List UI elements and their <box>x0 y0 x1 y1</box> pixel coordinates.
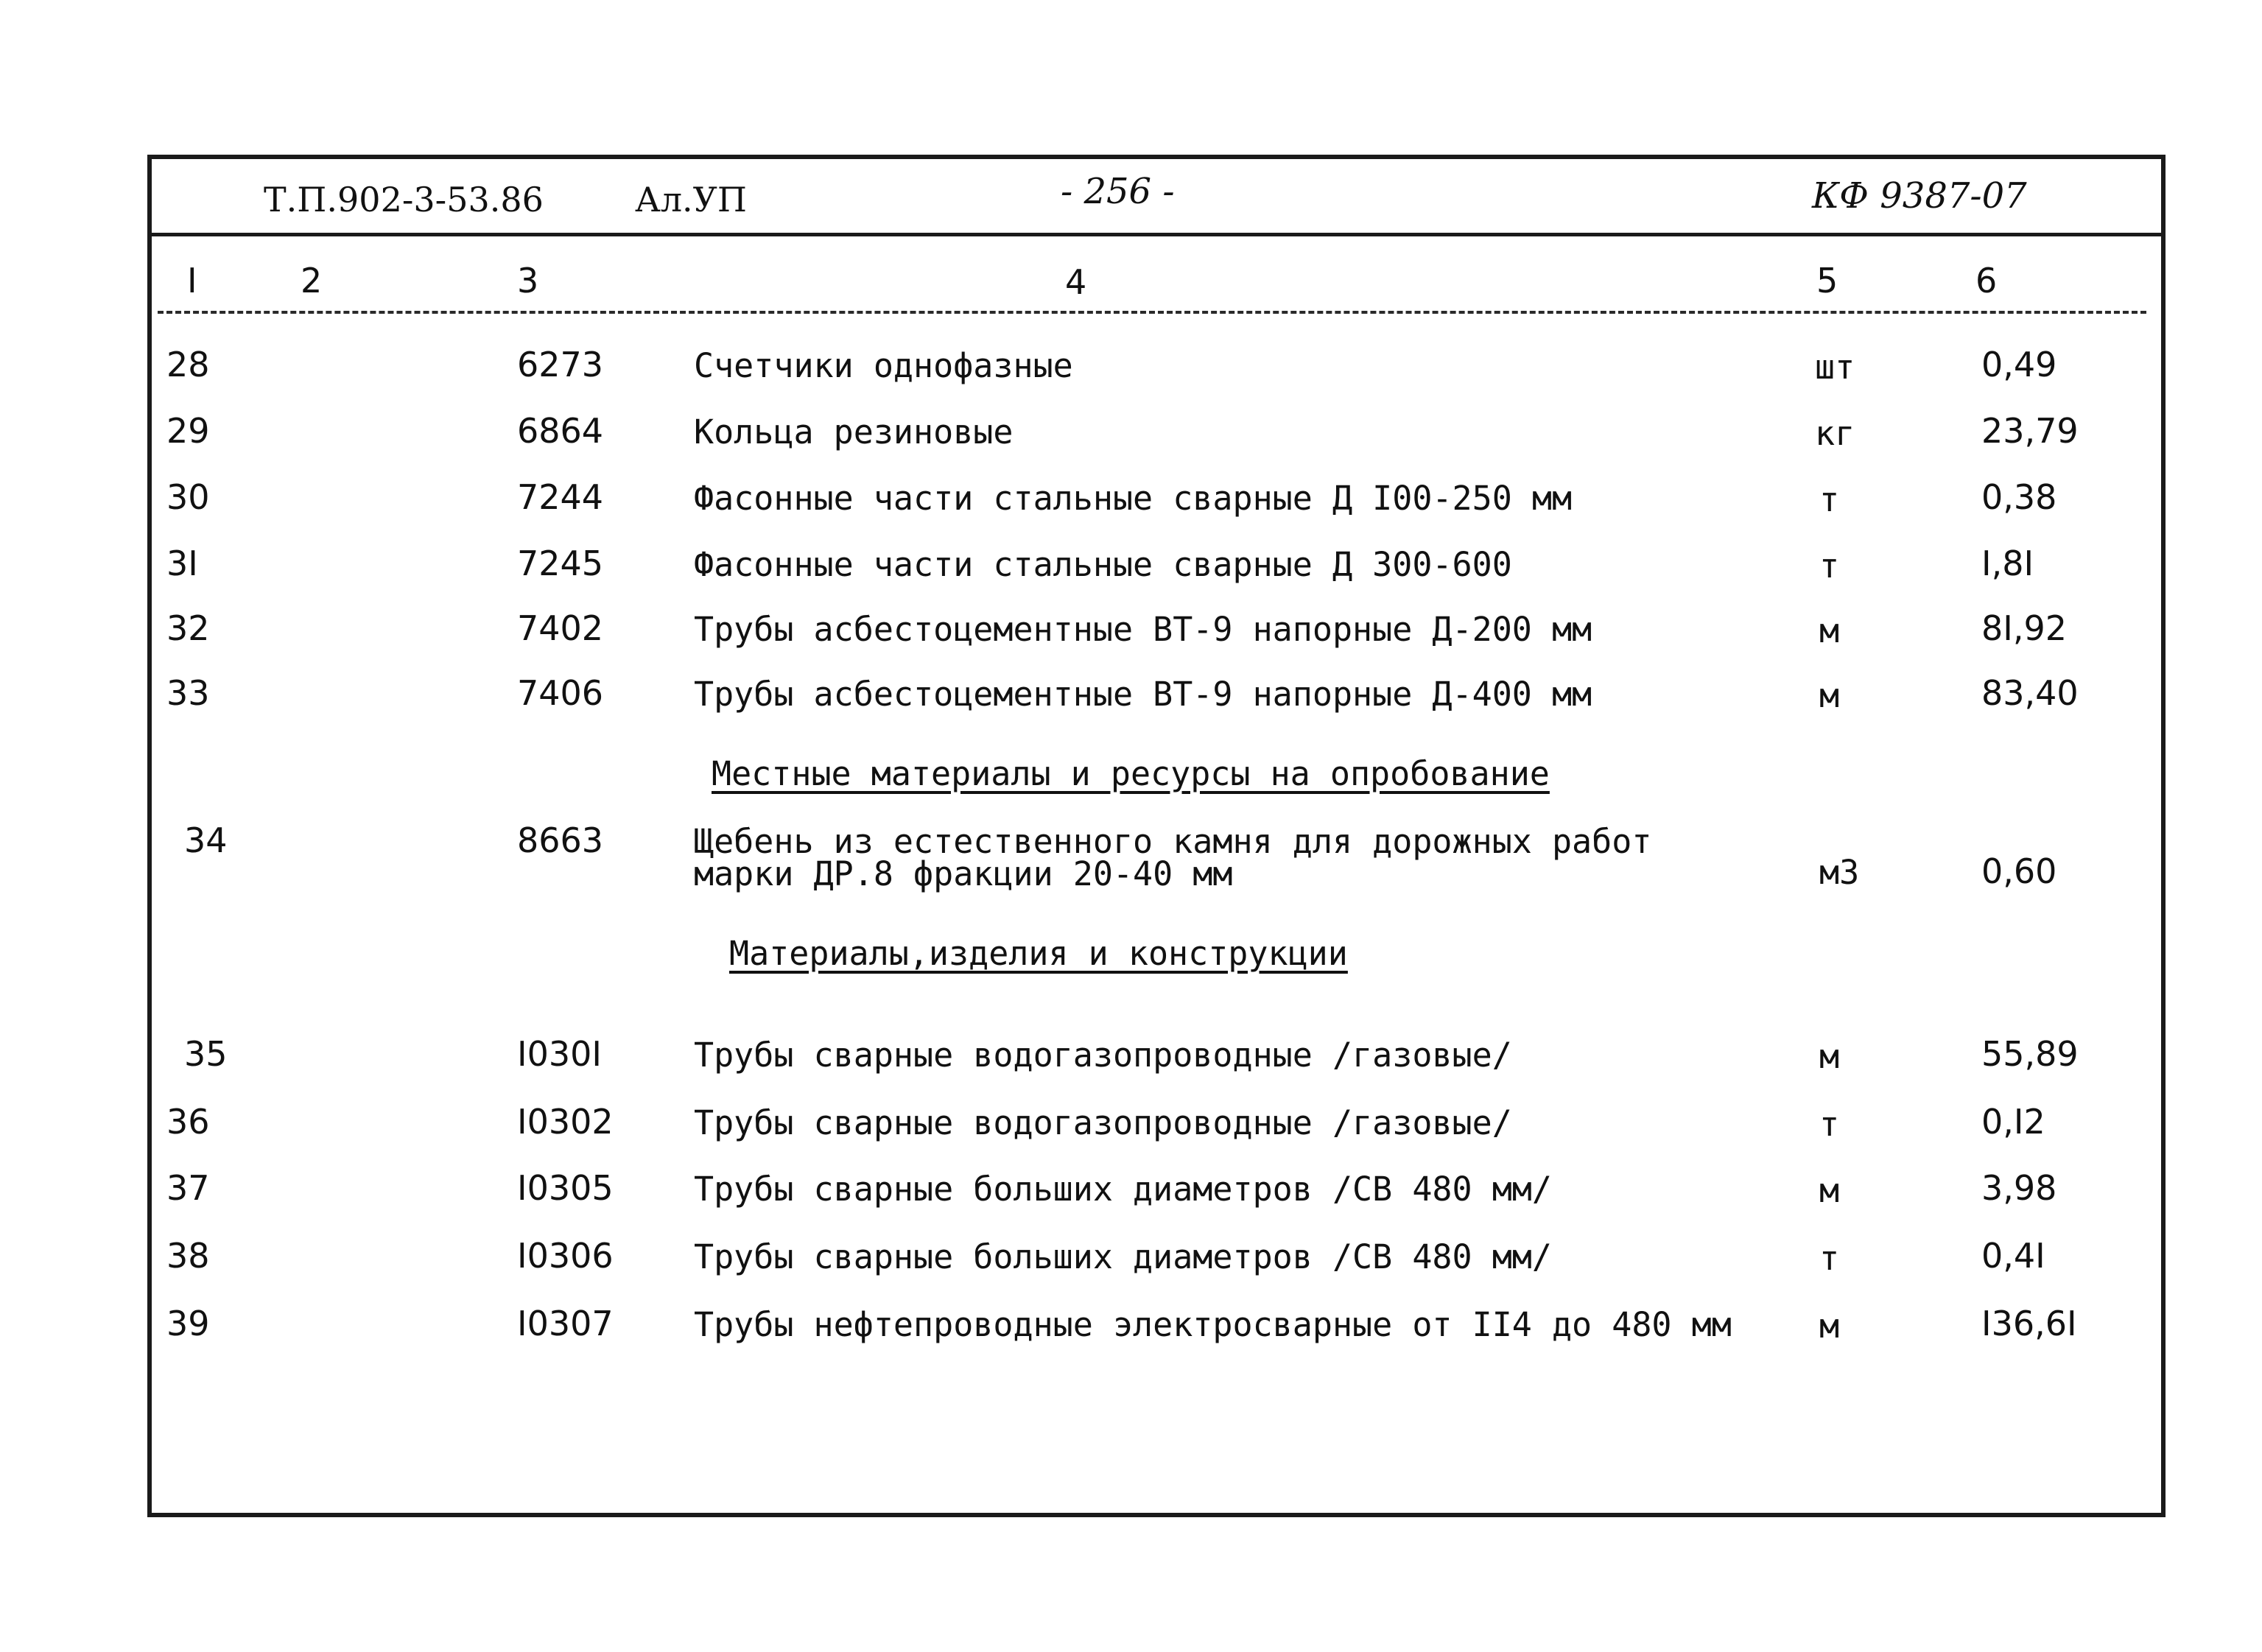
row-number: 3I <box>166 544 198 583</box>
column-number-1: I <box>187 261 197 300</box>
unit: м <box>1819 611 1840 650</box>
quantity: 0,4I <box>1981 1236 2045 1276</box>
column-number-6: 6 <box>1975 261 1998 300</box>
resource-code: 7244 <box>517 477 604 517</box>
quantity: 0,49 <box>1981 345 2057 384</box>
quantity: 55,89 <box>1981 1034 2079 1074</box>
unit: шт <box>1815 348 1855 387</box>
row-number: 28 <box>166 345 210 384</box>
resource-code: 6273 <box>517 345 604 384</box>
quantity: 8I,92 <box>1981 608 2067 648</box>
quantity: 3,98 <box>1981 1168 2057 1208</box>
unit: м <box>1819 676 1840 715</box>
document-code: КФ 9387-07 <box>1812 175 2027 217</box>
quantity: 0,60 <box>1981 851 2057 891</box>
row-number: 33 <box>166 673 210 713</box>
resource-name: Трубы асбестоцементные ВТ-9 напорные Д-200 мм <box>694 610 1592 649</box>
resource-code: I0306 <box>517 1236 614 1276</box>
header-divider <box>147 233 2166 236</box>
resource-code: I0302 <box>517 1102 614 1142</box>
unit: м <box>1819 1171 1840 1210</box>
row-number: 34 <box>184 820 228 860</box>
resource-code: 7406 <box>517 673 604 713</box>
unit: м <box>1819 1307 1840 1346</box>
resource-name: Фасонные части стальные сварные Д 300-600 <box>694 545 1512 584</box>
row-number: 29 <box>166 411 210 451</box>
album-label: Ал.УП <box>635 180 748 219</box>
unit: м3 <box>1819 853 1860 892</box>
unit: т <box>1819 1105 1840 1144</box>
resource-code: I0305 <box>517 1168 614 1208</box>
row-number: 36 <box>166 1102 210 1142</box>
section-title-materials-products: Материалы,изделия и конструкции <box>729 934 1348 973</box>
quantity: 0,38 <box>1981 477 2057 517</box>
resource-name: Кольца резиновые <box>694 412 1014 451</box>
column-number-3: 3 <box>517 261 539 300</box>
column-number-5: 5 <box>1816 261 1838 300</box>
row-number: 39 <box>166 1304 210 1343</box>
resource-name: Счетчики однофазные <box>694 346 1073 385</box>
resource-name: Трубы нефтепроводные электросварные от II4 до 480 мм <box>694 1305 1732 1344</box>
resource-name: Трубы сварные водогазопроводные /газовые/ <box>694 1103 1512 1142</box>
unit: т <box>1819 1239 1840 1278</box>
resource-name: Трубы сварные больших диаметров /СВ 480 мм/ <box>694 1170 1552 1209</box>
row-number: 32 <box>166 608 210 648</box>
quantity: I36,6I <box>1981 1304 2077 1343</box>
column-number-2: 2 <box>301 261 323 300</box>
document-designation: Т.П.902-3-53.86 <box>264 180 544 219</box>
resource-name-line-2: марки ДР.8 фракции 20-40 мм <box>694 854 1233 893</box>
column-number-4: 4 <box>1065 262 1087 302</box>
unit: т <box>1819 480 1840 519</box>
row-number: 38 <box>166 1236 210 1276</box>
resource-code: 8663 <box>517 820 604 860</box>
column-header-divider <box>158 311 2146 314</box>
quantity: 0,I2 <box>1981 1102 2045 1142</box>
resource-name: Фасонные части стальные сварные Д I00-250 мм <box>694 479 1573 518</box>
resource-name: Трубы сварные больших диаметров /СВ 480 мм/ <box>694 1237 1552 1276</box>
unit: т <box>1819 546 1840 586</box>
section-title-local-materials: Местные материалы и ресурсы на опробование <box>712 754 1550 793</box>
row-number: 37 <box>166 1168 210 1208</box>
quantity: 83,40 <box>1981 673 2079 713</box>
resource-code: 6864 <box>517 411 604 451</box>
resource-code: 7402 <box>517 608 604 648</box>
resource-name: Трубы асбестоцементные ВТ-9 напорные Д-400 мм <box>694 675 1592 714</box>
resource-code: I030I <box>517 1034 602 1074</box>
unit: м <box>1819 1037 1840 1076</box>
resource-name: Трубы сварные водогазопроводные /газовые/ <box>694 1036 1512 1075</box>
quantity: I,8I <box>1981 544 2034 583</box>
resource-code: I0307 <box>517 1304 614 1343</box>
page-number: - 256 - <box>1061 171 1175 212</box>
resource-code: 7245 <box>517 544 604 583</box>
resource-name-line-1: Щебень из естественного камня для дорожных работ <box>694 822 1652 861</box>
unit: кг <box>1815 414 1855 453</box>
row-number: 30 <box>166 477 210 517</box>
row-number: 35 <box>184 1034 228 1074</box>
quantity: 23,79 <box>1981 411 2079 451</box>
